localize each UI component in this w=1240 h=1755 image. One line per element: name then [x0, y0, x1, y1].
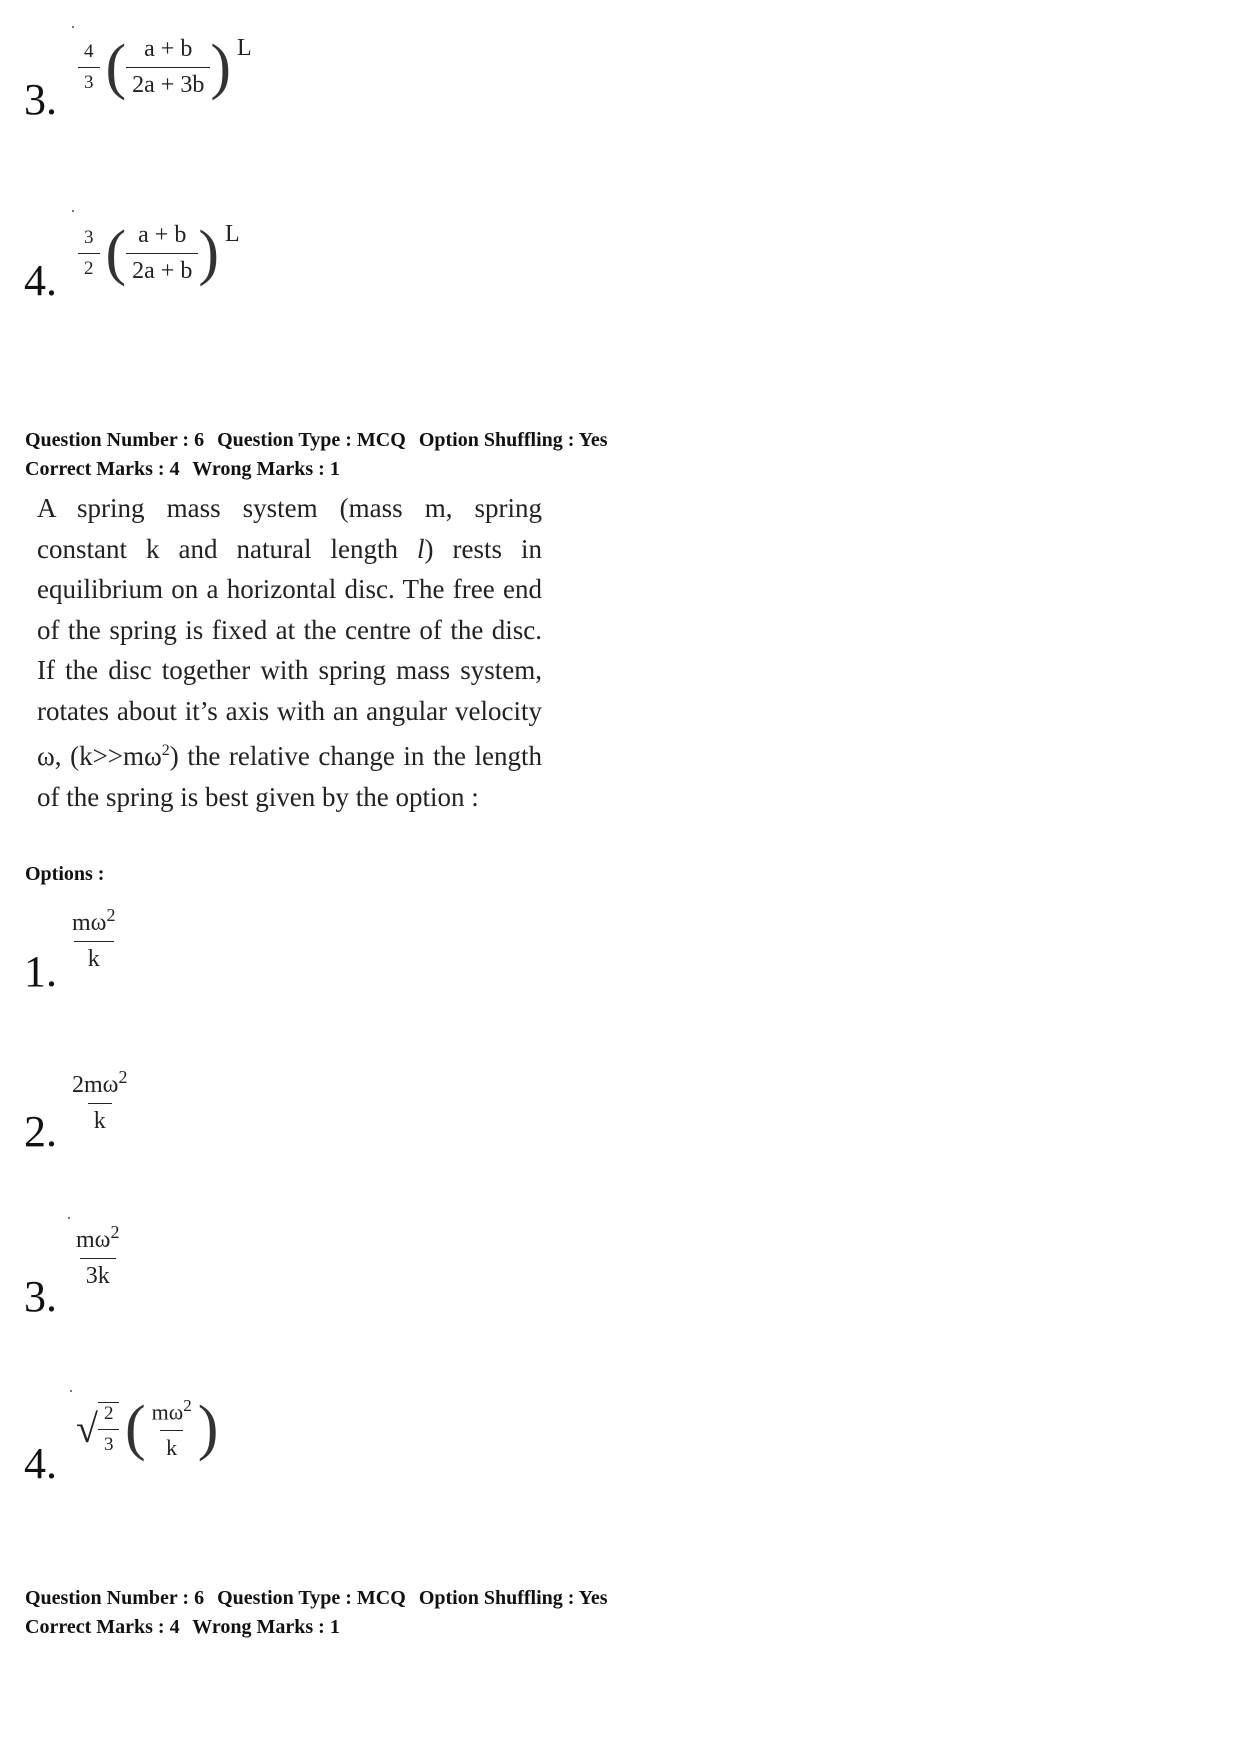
scan-dot: [72, 210, 74, 212]
option-number: 4.: [24, 1439, 57, 1488]
correct-marks: Correct Marks : 4: [25, 458, 180, 480]
wrong-marks: Wrong Marks : 1: [192, 1616, 340, 1638]
option-number: 4.: [24, 256, 57, 305]
next-question-meta-line1: [25, 1583, 608, 1613]
question-type: Question Type : MCQ: [217, 429, 406, 451]
option-number: 3.: [24, 75, 57, 124]
options-label: Options :: [25, 863, 105, 885]
sqrt-sign: √: [76, 1406, 98, 1451]
next-question-meta-line2: [25, 1612, 340, 1642]
question-meta-line1: [25, 425, 608, 455]
scan-dot: [70, 1390, 72, 1392]
question-text: A spring mass system (mass m, spring constant k and natural length l) rests in equilibrium on a horizontal disc. The free end of the spring is fixed at the centre of the disc. If the disc together with spring mass system, rotates about it’s axis with an angular velocity ω, $(k>>m\omega^2)$ the relative change in the length of the spring is best given by the option :: [37, 493, 542, 812]
wrong-marks: Wrong Marks : 1: [192, 458, 340, 480]
option-expression: $\frac{4}{3}$ ( $\frac{a + b}{2a + 3b}$ ) L: [78, 32, 252, 103]
option-shuffling: Option Shuffling : Yes: [418, 1587, 608, 1609]
option-expression: $\frac{2m\omega^2}{k}$: [72, 1067, 128, 1134]
correct-marks: Correct Marks : 4: [25, 1616, 180, 1638]
scan-dot: [72, 26, 74, 28]
option-expression: $\frac{3}{2}$ ( $\frac{a + b}{2a + b}$ ) L: [78, 218, 240, 289]
option-shuffling: Option Shuffling : Yes: [418, 429, 608, 451]
question-type: Question Type : MCQ: [217, 1587, 406, 1609]
option-expression: $\frac{m\omega^2}{3k}$: [76, 1222, 120, 1289]
option-number: 1.: [24, 947, 57, 996]
question-number: Question Number : 6: [25, 429, 205, 451]
scan-dot: [68, 1217, 70, 1219]
question-meta-line2: [25, 454, 340, 484]
option-number: 2.: [24, 1107, 57, 1156]
question-number: Question Number : 6: [25, 1587, 205, 1609]
option-expression: $\frac{m\omega^2}{k}$: [72, 905, 116, 972]
option-number: 3.: [24, 1272, 57, 1321]
option-expression: √ $\frac{2}{3}$ ( $\frac{m\omega^2}{k}$ ): [76, 1394, 219, 1462]
